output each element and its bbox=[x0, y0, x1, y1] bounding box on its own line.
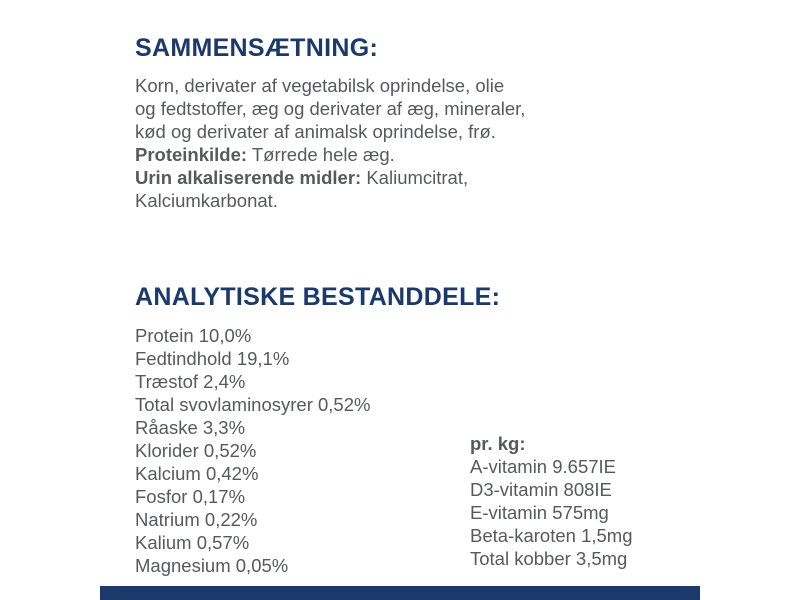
list-item: Kalcium 0,42% bbox=[135, 463, 259, 484]
list-item: Råaske 3,3% bbox=[135, 417, 246, 438]
protein-source-value: Tørrede hele æg. bbox=[247, 144, 395, 165]
urine-alkalizer-label: Urin alkaliserende midler: bbox=[135, 167, 362, 188]
composition-line: Korn, derivater af vegetabilsk oprindelse, olie bbox=[135, 75, 505, 96]
composition-line: og fedtstoffer, æg og derivater af æg, mineraler, bbox=[135, 98, 526, 119]
analytical-heading: ANALYTISKE BESTANDDELE: bbox=[135, 283, 501, 311]
urine-alkalizer-value-cont: Kalciumkarbonat. bbox=[135, 190, 278, 211]
list-item: Total svovlaminosyrer 0,52% bbox=[135, 394, 371, 415]
list-item: E-vitamin 575mg bbox=[470, 502, 609, 523]
list-item: Beta-karoten 1,5mg bbox=[470, 525, 633, 546]
footer-bar bbox=[100, 586, 700, 600]
per-kg-header: pr. kg: bbox=[470, 433, 526, 454]
list-item: Fosfor 0,17% bbox=[135, 486, 246, 507]
list-item: Fedtindhold 19,1% bbox=[135, 348, 290, 369]
analytical-left-list bbox=[135, 324, 370, 577]
composition-line: kød og derivater af animalsk oprindelse, frø. bbox=[135, 121, 496, 142]
urine-alkalizer-value: Kaliumcitrat, bbox=[361, 167, 469, 188]
composition-paragraph bbox=[135, 74, 735, 212]
analytical-right-list bbox=[470, 432, 632, 570]
list-item: Protein 10,0% bbox=[135, 325, 252, 346]
list-item: D3-vitamin 808IE bbox=[470, 479, 612, 500]
list-item: Træstof 2,4% bbox=[135, 371, 246, 392]
list-item: Natrium 0,22% bbox=[135, 509, 258, 530]
composition-heading: SAMMENSÆTNING: bbox=[135, 34, 379, 62]
protein-source-label: Proteinkilde: bbox=[135, 144, 248, 165]
list-item: Total kobber 3,5mg bbox=[470, 548, 628, 569]
protein-source-line bbox=[135, 143, 735, 166]
list-item: Klorider 0,52% bbox=[135, 440, 257, 461]
urine-alkalizer-line bbox=[135, 166, 735, 189]
list-item: Magnesium 0,05% bbox=[135, 555, 289, 576]
list-item: A-vitamin 9.657IE bbox=[470, 456, 617, 477]
list-item: Kalium 0,57% bbox=[135, 532, 250, 553]
